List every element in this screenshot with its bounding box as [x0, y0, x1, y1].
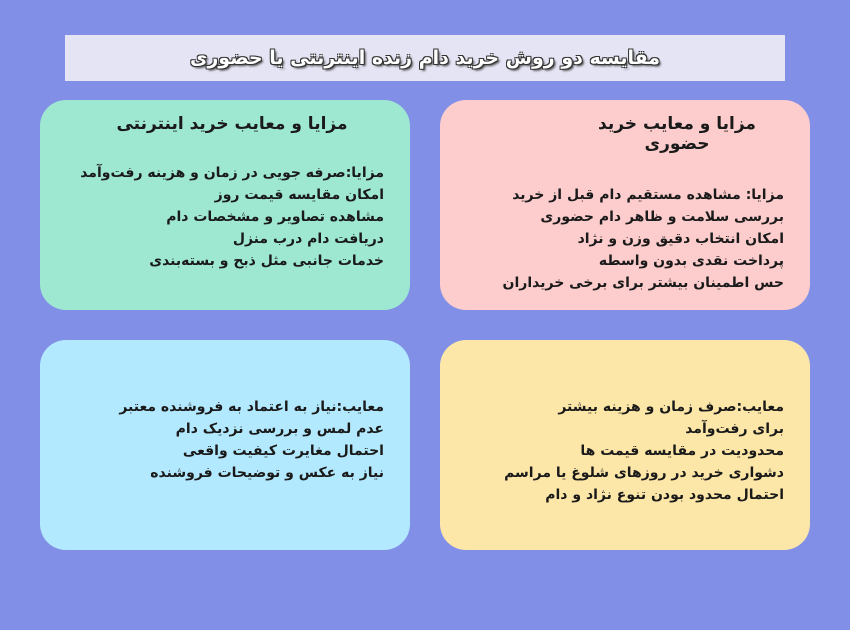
list-item: برای رفت‌وآمد	[685, 421, 784, 437]
list-item: دریافت دام درب منزل	[232, 231, 384, 247]
page-title: مقایسه دو روش خرید دام زنده اینترنتی یا حضوری	[189, 47, 661, 69]
inperson-pros-card	[440, 100, 810, 310]
title-bar	[65, 35, 785, 81]
online-card-heading: مزایا و معایب خرید اینترنتی	[116, 114, 348, 134]
list-item: امکان مقایسه قیمت روز	[214, 187, 384, 203]
inperson-pros-list	[460, 184, 784, 294]
list-item: عدم لمس و بررسی نزدیک دام	[175, 421, 384, 437]
list-item: معایب:نیاز به اعتماد به فروشنده معتبر	[119, 399, 384, 415]
list-item: مشاهده تصاویر و مشخصات دام	[166, 209, 384, 225]
online-pros-card	[40, 100, 410, 310]
list-item: مزایا:صرفه جویی در زمان و هزینه رفت‌وآمد	[80, 165, 384, 181]
list-item: دشواری خرید در روزهای شلوغ یا مراسم	[504, 465, 784, 481]
online-pros-list	[60, 162, 384, 272]
list-item: بررسی سلامت و ظاهر دام حضوری	[540, 209, 784, 225]
list-item: امکان انتخاب دقیق وزن و نژاد	[577, 231, 784, 247]
inperson-card-heading: مزایا و معایب خرید حضوری	[598, 114, 756, 154]
online-cons-list	[60, 396, 384, 484]
online-cons-card	[40, 340, 410, 550]
list-item: محدودیت در مقایسه قیمت ها	[580, 443, 784, 459]
list-item: مزایا: مشاهده مستقیم دام قبل از خرید	[512, 187, 784, 203]
list-item: نیاز به عکس و توضیحات فروشنده	[150, 465, 384, 481]
list-item: خدمات جانبی مثل ذبح و بسته‌بندی	[149, 253, 384, 269]
inperson-cons-list	[460, 396, 784, 506]
list-item: پرداخت نقدی بدون واسطه	[598, 253, 784, 269]
list-item: حس اطمینان بیشتر برای برخی خریداران	[502, 275, 784, 291]
list-item: معایب:صرف زمان و هزینه بیشتر	[558, 399, 784, 415]
list-item: احتمال محدود بودن تنوع نژاد و دام	[545, 487, 784, 503]
inperson-cons-card	[440, 340, 810, 550]
list-item: احتمال مغایرت کیفیت واقعی	[182, 443, 384, 459]
